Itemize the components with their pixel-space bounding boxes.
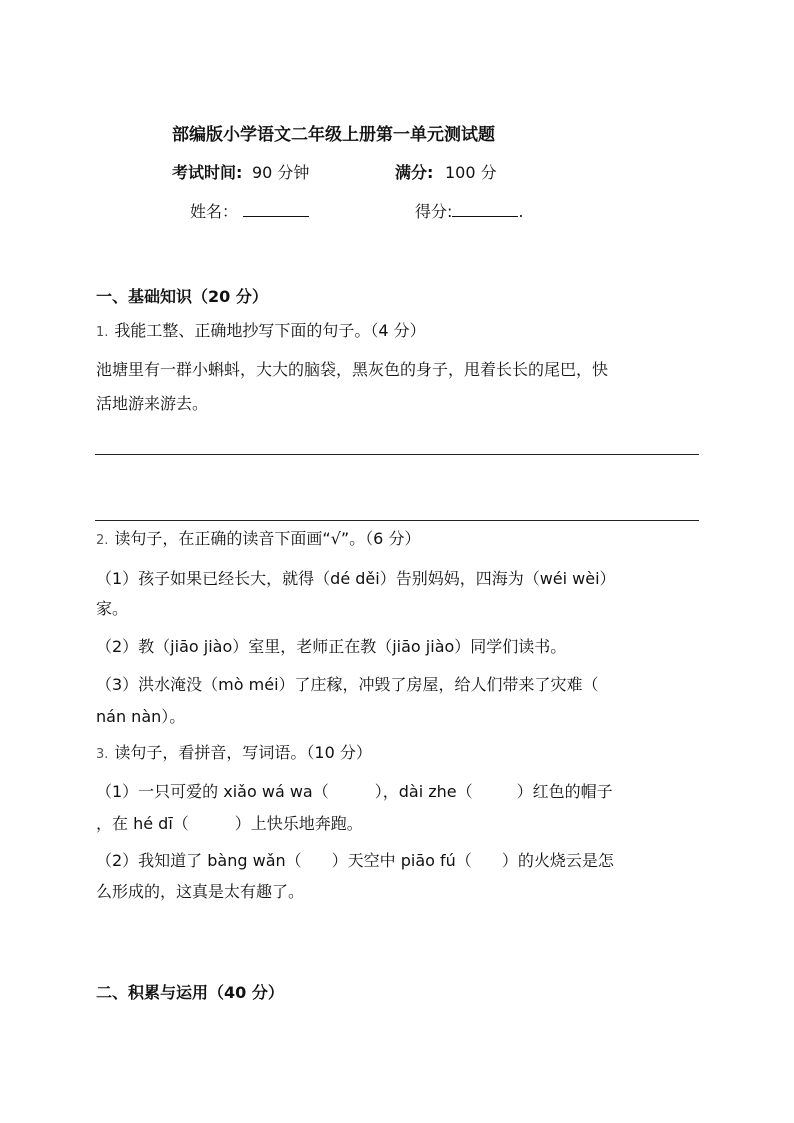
full-score-label: 满分: bbox=[395, 163, 434, 182]
question-number: 1. bbox=[96, 325, 109, 340]
copy-sentence-line-1: 池塘里有一群小蝌蚪，大大的脑袋，黑灰色的身子，甩着长长的尾巴，快 bbox=[96, 360, 609, 379]
name-blank[interactable] bbox=[243, 202, 309, 217]
time-value: 90 分钟 bbox=[251, 163, 310, 182]
name-label: 姓名： bbox=[190, 202, 239, 221]
score-end: . bbox=[518, 202, 524, 221]
q3-text: ）的火烧云是怎 bbox=[501, 851, 614, 870]
q3-text: （2）我知道了 bàng wǎn（ bbox=[96, 851, 302, 870]
question-text: 读句子，看拼音，写词语。（10 分） bbox=[114, 743, 372, 762]
q3-text: ，在 hé dī（ bbox=[96, 814, 189, 833]
question-text: 我能工整、正确地抄写下面的句子。（4 分） bbox=[114, 321, 426, 340]
section-1-title: 一、基础知识（20 分） bbox=[96, 287, 268, 306]
q2-sentence-2: （2）教（jiāo jiào）室里，老师正在教（jiāo jiào）同学们读书。 bbox=[96, 637, 567, 656]
exam-title: 部编版小学语文二年级上册第一单元测试题 bbox=[172, 125, 495, 145]
exam-time bbox=[172, 160, 309, 183]
answer-line[interactable] bbox=[95, 454, 699, 455]
question-1-prompt bbox=[96, 313, 426, 351]
q3-text: ）天空中 piāo fú（ bbox=[331, 851, 472, 870]
time-label: 考试时间: bbox=[172, 163, 243, 182]
question-number: 3. bbox=[96, 747, 109, 762]
q3-sentence-1-line-2 bbox=[96, 806, 363, 842]
q2-sentence-3-line-1: （3）洪水淹没（mò méi）了庄稼，冲毁了房屋，给人们带来了灾难（ bbox=[96, 675, 599, 694]
q3-sentence-2-line-2: 么形成的，这真是太有趣了。 bbox=[96, 882, 305, 901]
question-number: 2. bbox=[96, 533, 109, 548]
full-score-value: 100 分 bbox=[444, 163, 497, 182]
q2-sentence-1-line-1: （1）孩子如果已经长大，就得（dé děi）告别妈妈，四海为（wéi wèi） bbox=[96, 569, 616, 588]
q3-sentence-1-line-1 bbox=[96, 774, 613, 810]
score-blank[interactable] bbox=[452, 202, 518, 217]
section-2-title: 二、积累与运用（40 分） bbox=[96, 983, 284, 1002]
q3-text: （1）一只可爱的 xiǎo wá wa（ bbox=[96, 782, 329, 801]
name-field bbox=[190, 199, 309, 222]
copy-sentence-line-2: 活地游来游去。 bbox=[96, 394, 209, 413]
question-2-prompt bbox=[96, 521, 420, 559]
score-label: 得分: bbox=[415, 202, 453, 221]
q2-sentence-3-line-2: nán nàn）。 bbox=[96, 707, 186, 726]
score-field bbox=[415, 199, 524, 222]
q3-text: ）上快乐地奔跑。 bbox=[234, 814, 363, 833]
q3-text: ）红色的帽子 bbox=[516, 782, 613, 801]
question-text: 读句子，在正确的读音下面画“√”。（6 分） bbox=[114, 529, 421, 548]
q3-text: ），dài zhe（ bbox=[374, 782, 473, 801]
question-3-prompt bbox=[96, 735, 372, 773]
full-score bbox=[395, 160, 497, 183]
q2-sentence-1-line-2: 家。 bbox=[96, 599, 129, 618]
